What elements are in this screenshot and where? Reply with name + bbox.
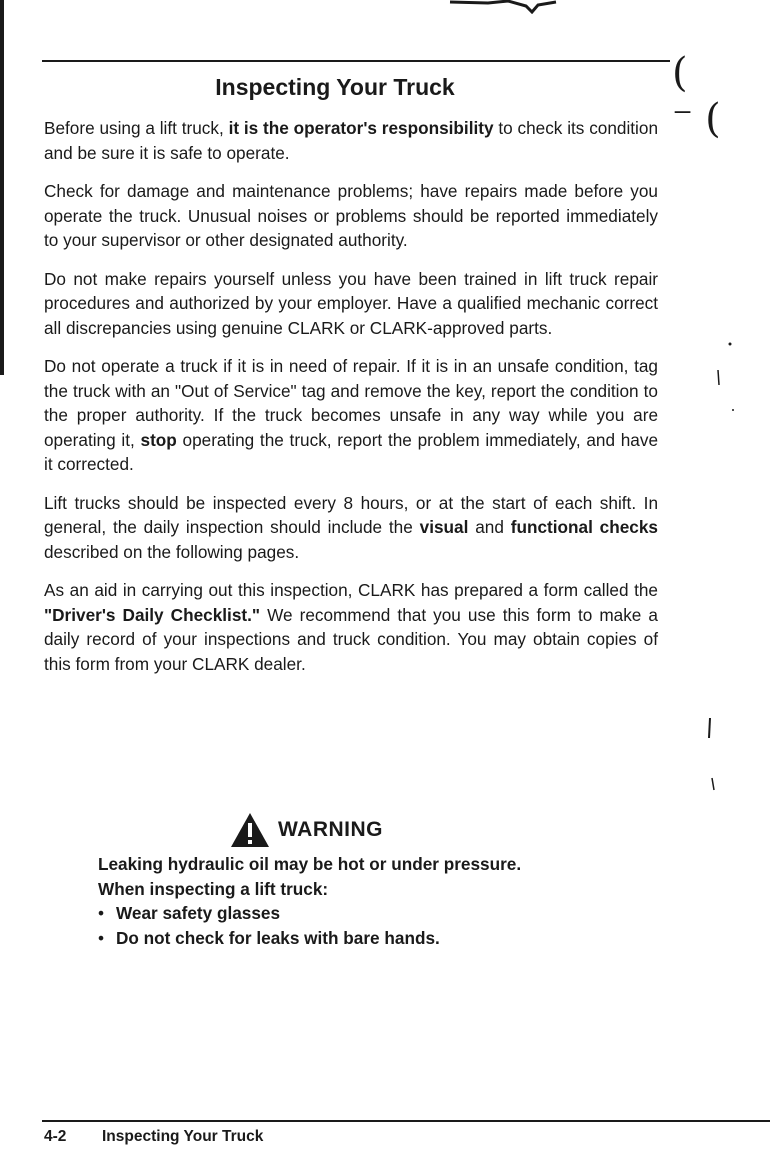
warning-title: WARNING [278, 817, 383, 841]
corner-marks: ( ⁻( [672, 50, 733, 142]
body-paragraph [44, 116, 658, 165]
page-title: Inspecting Your Truck [215, 74, 455, 100]
text-run: We recommend that you use this form to make a daily record of your inspections and truck condition. You may obtain copies of this form from your CLARK dealer. [44, 604, 658, 674]
warning-line-2: When inspecting a lift truck: [98, 878, 329, 899]
text-run: Do not make repairs yourself unless you have been trained in lift truck repair procedures and authorized by your employer. Have a qualified mechanic correct all discrepancies using genuine CLARK or CLARK-approved parts. [44, 268, 658, 338]
page-footer [44, 1128, 263, 1146]
warning-bullet: • Do not check for leaks with bare hands. [98, 926, 658, 951]
scan-specks [700, 330, 740, 800]
scan-left-edge [0, 0, 4, 375]
body-paragraph [44, 267, 658, 341]
warning-bullet: • Wear safety glasses [98, 901, 658, 926]
header-rule [42, 60, 670, 62]
body-text [44, 116, 658, 676]
footer-rule [42, 1120, 770, 1122]
scan-top-smudge [448, 0, 558, 14]
warning-line-1: Leaking hydraulic oil may be hot or under pressure. [98, 854, 522, 874]
body-paragraph [44, 491, 658, 565]
text-run: Check for damage and maintenance problems; have repairs made before you operate the truck. Unusual noises or problems should be reported immediately to your supervisor or other designated authority. [44, 181, 658, 250]
body-paragraph [44, 354, 658, 477]
bold-text: functional checks [510, 517, 658, 537]
text-run: As an aid in carrying out this inspection, CLARK has prepared a form called the [44, 580, 658, 600]
body-paragraph [44, 179, 658, 253]
text-run: operating the truck, report the problem immediately, and have it corrected. [44, 429, 659, 474]
text-run: and [468, 517, 511, 537]
bold-text: visual [419, 517, 469, 537]
footer-section-title: Inspecting Your Truck [102, 1128, 264, 1145]
text-run: described on the following pages. [44, 541, 300, 562]
page-number: 4-2 [44, 1128, 67, 1145]
text-run: Before using a lift truck, [44, 118, 229, 138]
bold-text: it is the operator's responsibility [228, 118, 494, 138]
warning-header [230, 812, 658, 848]
bold-text: stop [140, 429, 177, 450]
text-run: Lift trucks should be inspected every 8 hours, or at the start of each shift. In general, the daily inspection should include the [44, 492, 658, 537]
body-paragraph [44, 578, 658, 676]
bold-text: "Driver's Daily Checklist." [44, 604, 261, 625]
text-run: to check its condition and be sure it is safe to operate. [44, 118, 658, 163]
warning-box [98, 812, 658, 950]
text-run: Do not operate a truck if it is in need of repair. If it is in an unsafe condition, tag the truck with an "Out of Service" tag and remove the key, report the condition to the proper authority. If the truck becomes unsafe in any way while you are operating it, [44, 356, 658, 450]
warning-triangle-icon [230, 812, 270, 848]
